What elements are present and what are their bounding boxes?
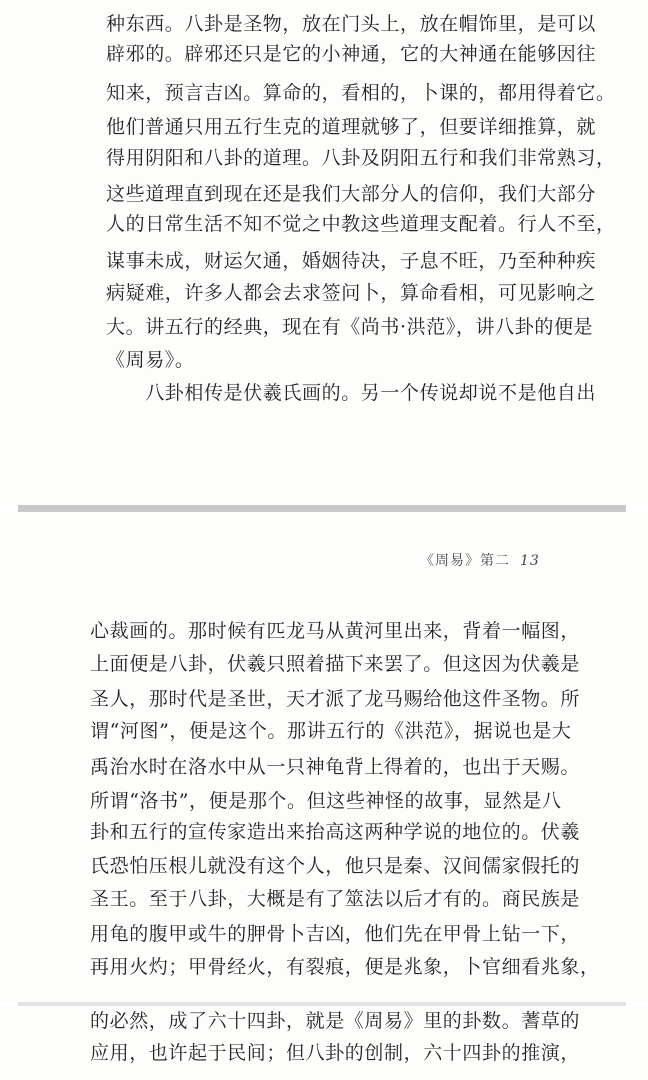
page-divider [18, 505, 626, 512]
text-line: 大。讲五行的经典，现在有《尚书·洪范》，讲八卦的便是 [106, 316, 594, 338]
text-line: 所谓“洛书”，便是那个。但这些神怪的故事，显然是八 [90, 790, 562, 812]
text-line: 应用，也许起于民间；但八卦的创制，六十四卦的推演， [90, 1042, 581, 1064]
text-line: 再用火灼；甲骨经火，有裂痕，便是兆象，卜官细看兆象， [90, 956, 600, 978]
text-line: 辟邪的。辟邪还只是它的小神通，它的大神通在能够因往 [106, 43, 597, 65]
page-number: 13 [520, 553, 540, 569]
text-line: 种东西。八卦是圣物，放在门头上，放在帽饰里，是可以 [106, 13, 597, 35]
chapter-title: 《周易》第二 [420, 553, 510, 569]
text-line: 得用阴阳和八卦的道理。八卦及阴阳五行和我们非常熟习， [106, 147, 616, 169]
text-line: 心裁画的。那时候有匹龙马从黄河里出来，背着一幅图， [90, 620, 581, 642]
text-line: 圣王。至于八卦，大概是有了筮法以后才有的。商民族是 [90, 888, 581, 910]
book-page-bottom [0, 1006, 648, 1080]
book-page-top [0, 0, 648, 505]
text-line: 氏恐怕压根儿就没有这个人，他只是秦、汉间儒家假托的 [90, 855, 581, 877]
text-line: 禹治水时在洛水中从一只神龟背上得着的，也出于天赐。 [90, 756, 581, 778]
running-header [420, 550, 540, 570]
text-line: 他们普通只用五行生克的道理就够了，但要详细推算，就 [106, 116, 597, 138]
text-line: 这些道理直到现在还是我们大部分人的信仰，我们大部分 [106, 183, 597, 205]
text-line: 卦和五行的宣传家造出来抬高这两种学说的地位的。伏羲 [90, 821, 581, 843]
text-line: 圣人，那时代是圣世，天才派了龙马赐给他这件圣物。所 [90, 688, 581, 710]
text-line: 的必然，成了六十四卦，就是《周易》里的卦数。蓍草的 [90, 1010, 581, 1032]
text-line: 人的日常生活不知不觉之中教这些道理支配着。行人不至， [106, 213, 616, 235]
text-line: 《周易》。 [106, 349, 195, 371]
text-line: 用龟的腹甲或牛的胛骨卜吉凶，他们先在甲骨上钻一下， [90, 923, 581, 945]
text-line: 八卦相传是伏羲氏画的。另一个传说却说不是他自出 [106, 382, 597, 404]
text-line: 谋事未成，财运欠通，婚姻待决，子息不旺，乃至种种疾 [106, 250, 597, 272]
text-line: 上面便是八卦，伏羲只照着描下来罢了。但这因为伏羲是 [90, 653, 581, 675]
text-line: 病疑难，许多人都会去求签问卜，算命看相，可见影响之 [106, 282, 597, 304]
text-line: 知来，预言吉凶。算命的，看相的，卜课的，都用得着它。 [106, 82, 616, 104]
text-line: 谓“河图”，便是这个。那讲五行的《洪范》，据说也是大 [90, 720, 572, 742]
